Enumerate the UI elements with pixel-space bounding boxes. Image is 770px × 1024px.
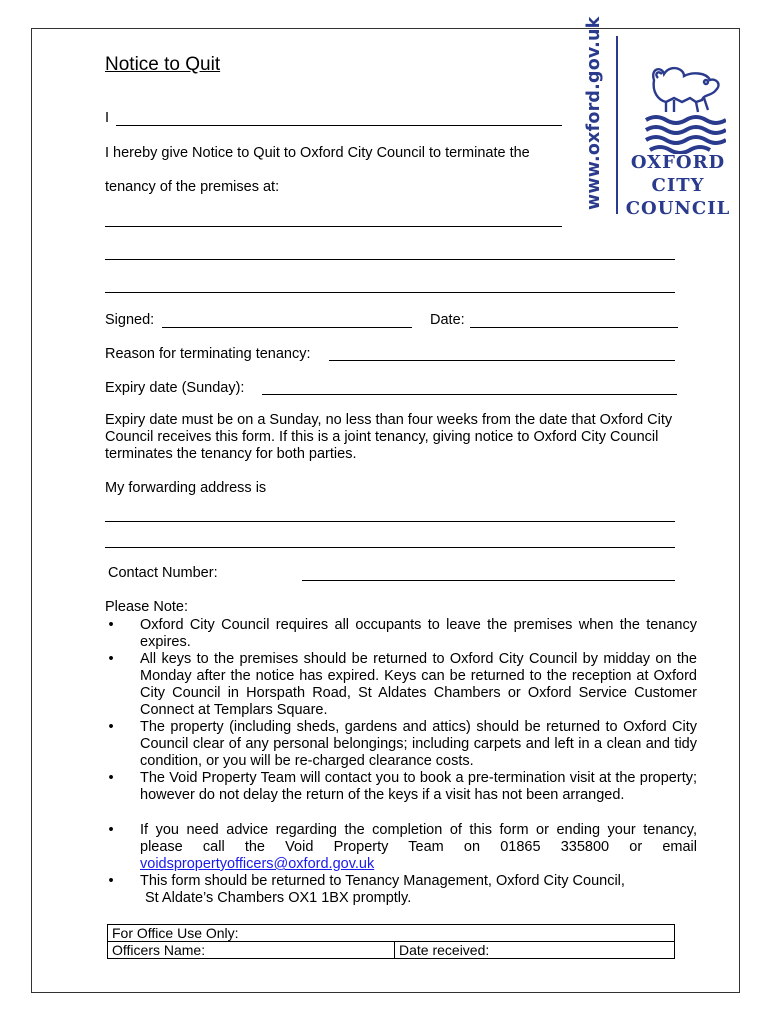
bullet-text: Oxford City Council requires all occupants to leave the premises when the tenancy expires. <box>140 617 697 650</box>
premises-line-3[interactable] <box>105 292 675 293</box>
email-link[interactable]: voidspropertyofficers@oxford.gov.uk <box>140 856 375 872</box>
ox-crest-icon <box>640 58 726 154</box>
name-field-line[interactable] <box>116 125 562 126</box>
bullet-icon: • <box>108 617 114 633</box>
return-address-line: St Aldate’s Chambers OX1 1BX promptly. <box>145 890 412 906</box>
officers-name-cell[interactable]: Officers Name: <box>108 942 395 959</box>
intro-line-2: tenancy of the premises at: <box>105 179 280 195</box>
signed-field-line[interactable] <box>162 327 412 328</box>
page-title: Notice to Quit <box>105 54 221 75</box>
please-note-heading: Please Note: <box>105 599 189 615</box>
bullet-icon: • <box>108 770 114 786</box>
bullet-text: The property (including sheds, gardens and attics) should be returned to Oxford City Council clear of any personal belongings; including carpets and left in a clean and tidy condition, or you will be re-charged clearance costs. <box>140 719 697 769</box>
logo-name-city: CITY <box>651 175 705 196</box>
logo-name-council: COUNCIL <box>625 198 731 219</box>
intro-line-1: I hereby give Notice to Quit to Oxford City Council to terminate the <box>105 145 530 161</box>
bullet-icon: • <box>108 719 114 735</box>
office-use-table <box>107 924 675 959</box>
bullet-text: If you need advice regarding the completion of this form or ending your tenancy, please call the Void Property Team on 01865 335800 or email <box>140 822 697 855</box>
date-received-cell[interactable]: Date received: <box>395 942 675 959</box>
office-use-heading: For Office Use Only: <box>108 925 675 942</box>
expiry-field-line[interactable] <box>262 394 677 395</box>
contact-field-line[interactable] <box>302 580 675 581</box>
date-label: Date: <box>430 312 465 328</box>
bullet-icon: • <box>108 651 114 667</box>
expiry-note: Expiry date must be on a Sunday, no less than four weeks from the date that Oxford City Council receives this form. If this is a joint tenancy, giving notice to Oxford City Council terminates the tenancy for both parties. <box>105 412 673 462</box>
reason-field-line[interactable] <box>329 360 675 361</box>
premises-line-2[interactable] <box>105 259 675 260</box>
logo-divider <box>616 36 618 214</box>
forwarding-line-1[interactable] <box>105 521 675 522</box>
logo-url: www.oxford.gov.uk <box>584 16 604 210</box>
premises-line-1[interactable] <box>105 226 562 227</box>
signed-label: Signed: <box>105 312 155 328</box>
bullet-text: This form should be returned to Tenancy Management, Oxford City Council, <box>140 873 625 889</box>
contact-label: Contact Number: <box>108 565 218 581</box>
bullet-text: The Void Property Team will contact you to book a pre-termination visit at the property; however do not delay the return of the keys if a visit has not been arranged. <box>140 770 697 803</box>
reason-label: Reason for terminating tenancy: <box>105 346 311 362</box>
bullet-icon: • <box>108 873 114 889</box>
expiry-label: Expiry date (Sunday): <box>105 380 245 396</box>
bullet-icon: • <box>108 822 114 838</box>
i-label: I <box>105 110 110 126</box>
logo-name-oxford: OXFORD <box>630 152 726 173</box>
forwarding-line-2[interactable] <box>105 547 675 548</box>
forwarding-label: My forwarding address is <box>105 480 267 496</box>
date-field-line[interactable] <box>470 327 678 328</box>
bullet-text: All keys to the premises should be returned to Oxford City Council by midday on the Monday after the notice has expired. Keys can be returned to the reception at Oxford City Council in Horspath Road, St Aldates Chambers or Oxford Service Customer Connect at Templars Square. <box>140 651 697 718</box>
